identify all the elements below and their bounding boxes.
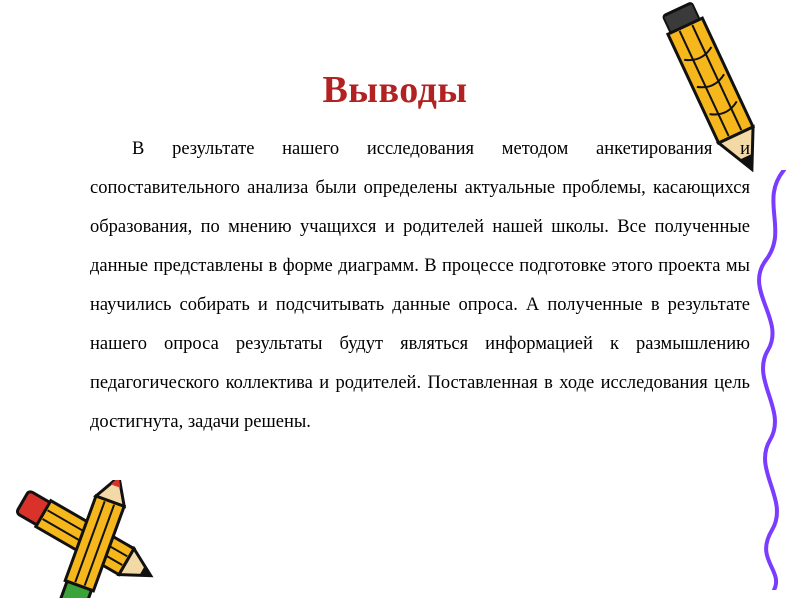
slide-title: Выводы xyxy=(322,69,468,111)
squiggle-line-icon xyxy=(754,170,794,590)
crossed-pencils-icon xyxy=(2,480,172,598)
conclusion-paragraph: В результате нашего исследования методом анкетирования и сопоставительного анализа были определены актуальные проблемы, касающихся образования, по мнению учащихся и родителей нашей школы. Все полученные данные представлены в форме диаграмм. В процессе подготовке этого проекта мы научились собирать и подсчитывать данные опроса. А полученные в результате нашего опроса результаты будут являться информацией к размышлению педагогического коллектива и родителей. Поставленная в ходе исследования цель достигнута, задачи решены. xyxy=(90,139,750,432)
